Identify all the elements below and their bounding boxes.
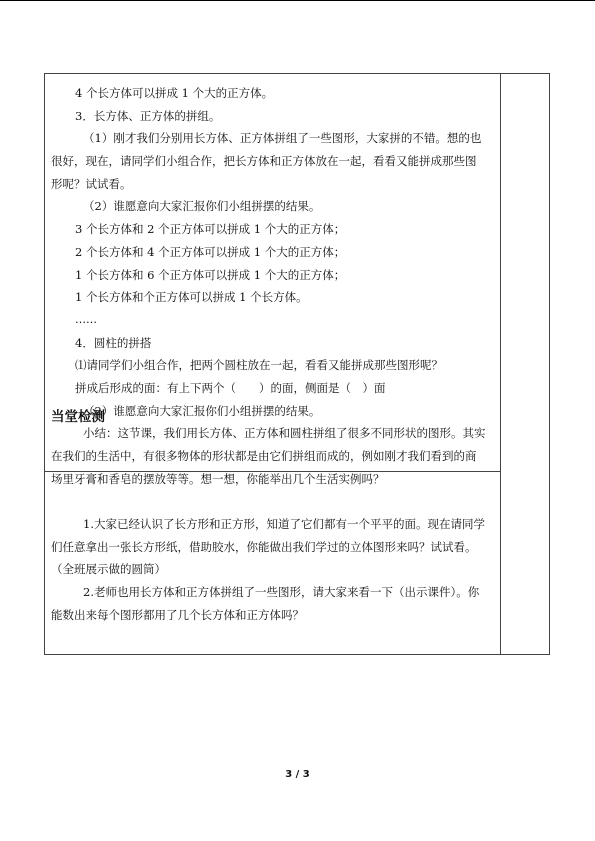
- exercise-line: （全班展示做的圆筒）: [51, 562, 166, 577]
- text-line: 2 个长方体和 4 个正方体可以拼成 1 个大的正方体；: [75, 244, 346, 259]
- text-line: 1 个长方体和 6 个正方体可以拼成 1 个大的正方体；: [75, 267, 346, 282]
- text-line: ⑴请同学们小组合作，把两个圆柱放在一起，看看又能拼成那些图形呢？: [75, 358, 443, 373]
- column-divider: [500, 74, 501, 654]
- exercise-line: 们任意拿出一张长方形纸，借助胶水，你能做出我们学过的立体图形来吗？试试看。: [51, 539, 477, 554]
- text-line: 形呢？试试看。: [51, 176, 132, 191]
- text-line: （2）谁愿意向大家汇报你们小组拼摆的结果。: [83, 199, 321, 214]
- ellipsis: ……: [75, 312, 97, 326]
- summary-line: 在我们的生活中，有很多物体的形状都是由它们拼组而成的，例如刚才我们看到的商: [51, 449, 477, 463]
- text-line: 4 个长方体可以拼成 1 个大的正方体。: [75, 86, 274, 100]
- text-line: 1 个长方体和个正方体可以拼成 1 个长方体。: [75, 290, 308, 305]
- text-line: 很好，现在，请同学们小组合作，把长方体和正方体放在一起，看看又能拼成那些图: [51, 154, 477, 169]
- section-heading: 当堂检测: [51, 409, 105, 425]
- text-line: 3 个长方体和 2 个正方体可以拼成 1 个大的正方体；: [75, 222, 346, 237]
- exercise-line: 1.大家已经认识了长方形和正方形，知道了它们都有一个平平的面。现在请同学: [83, 517, 485, 531]
- lesson-table: [44, 73, 550, 655]
- exercise-line: 能数出来每个图形都用了几个长方体和正方体吗？: [51, 607, 304, 622]
- text-line: 拼成后形成的面：有上下两个（ ）的面，侧面是（ ）面: [75, 380, 386, 395]
- subsection-title: 3．长方体、正方体的拼组。: [75, 108, 221, 123]
- summary-line: 小结：这节课，我们用长方体、正方体和圆柱拼组了很多不同形状的图形。其实: [83, 426, 486, 441]
- text-line: （2）谁愿意向大家汇报你们小组拼摆的结果。: [83, 403, 321, 418]
- subsection-title: 4．圆柱的拼搭: [75, 335, 152, 350]
- header-rule: [0, 0, 595, 1]
- page-number: 3 / 3: [285, 769, 310, 780]
- exercise-line: 2.老师也用长方体和正方体拼组了一些图形，请大家来看一下（出示课件）。你: [83, 585, 480, 600]
- section-divider: [45, 471, 500, 472]
- check-content-cell: [45, 501, 500, 626]
- text-line: （1）刚才我们分别用长方体、正方体拼组了一些图形，大家拼的不错。想的也: [83, 131, 482, 146]
- lesson-content-cell: [45, 74, 500, 486]
- summary-line: 场里牙膏和香皂的摆放等等。想一想，你能举出几个生活实例吗？: [51, 471, 385, 486]
